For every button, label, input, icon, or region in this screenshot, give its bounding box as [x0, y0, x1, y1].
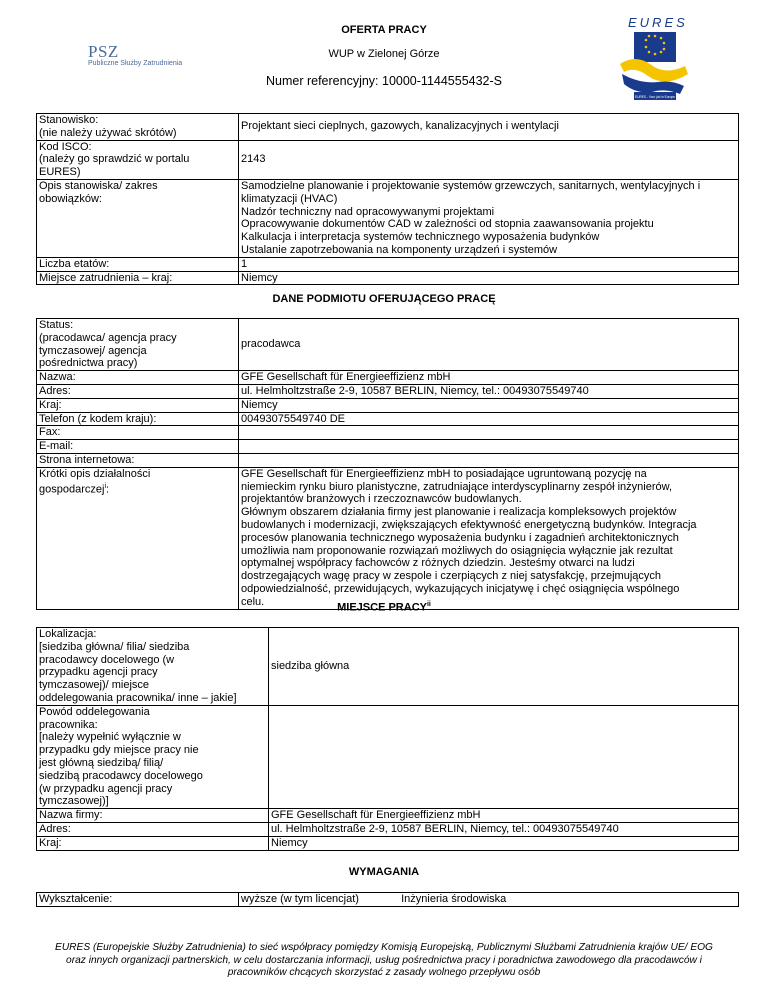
- workplace-country-label: Kraj:: [37, 836, 269, 850]
- employer-address-label: Adres:: [37, 384, 239, 398]
- employer-name-value: GFE Gesellschaft für Energieeffizienz mbH: [239, 371, 739, 385]
- email-value: [239, 440, 739, 454]
- website-value: [239, 453, 739, 467]
- status-label: Status: (pracodawca/ agencja pracy tymczasowej/ agencja pośrednictwa pracy): [37, 319, 239, 371]
- business-description-label: Krótki opis działalności gospodarczej$^i$:: [37, 467, 239, 609]
- psz-logo-abbr: PSZ: [88, 42, 119, 61]
- employer-name-label: Nazwa:: [37, 371, 239, 385]
- employer-address-value: ul. Helmholtzstraße 2-9, 10587 BERLIN, Niemcy, tel.: 00493075549740: [239, 384, 739, 398]
- position-label: Stanowisko: (nie należy używać skrótów): [37, 114, 239, 141]
- fte-value: 1: [239, 257, 739, 271]
- isco-value: 2143: [239, 140, 739, 179]
- duties-value: Samodzielne planowanie i projektowanie systemów grzewczych, sanitarnych, wentylacyjnych i klimatyzacji (HVAC) Nadzór techniczny nad opracowywanymi projektami Opracowywanie dokumentów CAD w zależności od stopnia zaawansowania projektu Kalkulacja i interpretacja systemów technicznego wyposażenia budynków Ustalanie zapotrzebowania na komponenty urządzeń i systemów: [239, 179, 739, 257]
- requirements-section-title: WYMAGANIA: [348, 866, 420, 878]
- fax-value: [239, 426, 739, 440]
- position-value: Projektant sieci cieplnych, gazowych, kanalizacyjnych i wentylacji: [239, 114, 739, 141]
- phone-label: Telefon (z kodem kraju):: [37, 412, 239, 426]
- website-label: Strona internetowa:: [37, 453, 239, 467]
- fax-label: Fax:: [37, 426, 239, 440]
- isco-label: Kod ISCO: (należy go sprawdzić w portalu EURES): [37, 140, 239, 179]
- psz-logo-subtitle: Publiczne Służby Zatrudnienia: [88, 60, 183, 67]
- company-name-label: Nazwa firmy:: [37, 809, 269, 823]
- secondment-reason-value: [269, 705, 739, 808]
- psz-logo: [88, 42, 208, 67]
- business-description-value: GFE Gesellschaft für Energieeffizienz mbH to posiadające ugruntowaną pozycję na niemieckim rynku biuro planistyczne, zatrudniające interdyscyplinarny zespół inżynierów, projektantów branżowych i rzeczoznawców budowlanych. Głównym obszarem działania firmy jest planowanie i realizacja kompleksowych projektów budowlanych i modernizacji, zwiększających efektywność energetyczną budynków. Integracja procesów planowania technicznego wyposażenia budynku i zagadnień architektonicznych umożliwia nam proponowanie rozwiązań możliwych do osiągnięcia wyłącznie jak rezultat optymalnej współpracy fachowców z różnych dziedzin. Jesteśmy otwarci na ludzi dostrzegających wagę pracy w zespole i czerpiących z niej satysfakcję, przejmujących odpowiedzialność, przewidujących, wykazujących inicjatywę i chęć osiągnięcia wspólnego celu.: [239, 467, 739, 609]
- employer-country-label: Kraj:: [37, 398, 239, 412]
- location-label: Lokalizacja: [siedziba główna/ filia/ siedziba pracodawcy docelowego (w przypadku agencji pracy tymczasowej)/ miejsce oddelegowania pracownika/ inne – jakie]: [37, 628, 269, 706]
- job-table: [36, 113, 739, 285]
- workplace-country-value: Niemcy: [269, 836, 739, 850]
- eures-logo-text: EURES: [628, 15, 688, 30]
- eures-logo-caption: EURES - Your job in Europe: [635, 95, 675, 99]
- country-value: Niemcy: [239, 271, 739, 285]
- requirements-table: [36, 892, 739, 907]
- workplace-address-label: Adres:: [37, 822, 269, 836]
- workplace-section-title: MIEJSCE PRACY$^{ii}$: [337, 601, 431, 614]
- employer-country-value: Niemcy: [239, 398, 739, 412]
- eures-footer-note: EURES (Europejskie Służby Zatrudnienia) to sieć współpracy pomiędzy Komisją Europejską, Publicznymi Służbami Zatrudnienia krajów UE/ EOG oraz innych organizacji partnerskich, w celu dostarczania informacji, usług pośrednictwa pracy i poradnictwa zawodowego dla pracodawców i pracowników chcących skorzystać z zasady wolnego przepływu osób: [55, 942, 713, 978]
- fte-label: Liczba etatów:: [37, 257, 239, 271]
- education-value: [239, 893, 739, 907]
- employer-table: [36, 318, 739, 610]
- country-label: Miejsce zatrudnienia – kraj:: [37, 271, 239, 285]
- duties-label: Opis stanowiska/ zakres obowiązków:: [37, 179, 239, 257]
- eures-logo: [610, 14, 700, 104]
- location-value: siedziba główna: [269, 628, 739, 706]
- company-name-value: GFE Gesellschaft für Energieeffizienz mbH: [269, 809, 739, 823]
- employer-section-title: DANE PODMIOTU OFERUJĄCEGO PRACĘ: [272, 293, 496, 305]
- email-label: E-mail:: [37, 440, 239, 454]
- issuing-office: WUP w Zielonej Górze: [328, 48, 440, 60]
- reference-number: Numer referencyjny: 10000-1144555432-S: [265, 74, 503, 88]
- education-label: Wykształcenie:: [37, 893, 239, 907]
- workplace-address-value: ul. Helmholtzstraße 2-9, 10587 BERLIN, Niemcy, tel.: 00493075549740: [269, 822, 739, 836]
- document-title: OFERTA PRACY: [341, 24, 427, 36]
- status-value: pracodawca: [239, 319, 739, 371]
- education-level: wyższe (w tym licencjat): [241, 893, 359, 905]
- phone-value: 00493075549740 DE: [239, 412, 739, 426]
- secondment-reason-label: Powód oddelegowania pracownika: [należy wypełnić wyłącznie w przypadku gdy miejsce pracy nie jest główną siedzibą/ filią/ siedzibą pracodawcy docelowego (w przypadku agencji pracy tymczasowej)]: [37, 705, 269, 808]
- education-field: Inżynieria środowiska: [401, 893, 507, 905]
- workplace-table: [36, 627, 739, 851]
